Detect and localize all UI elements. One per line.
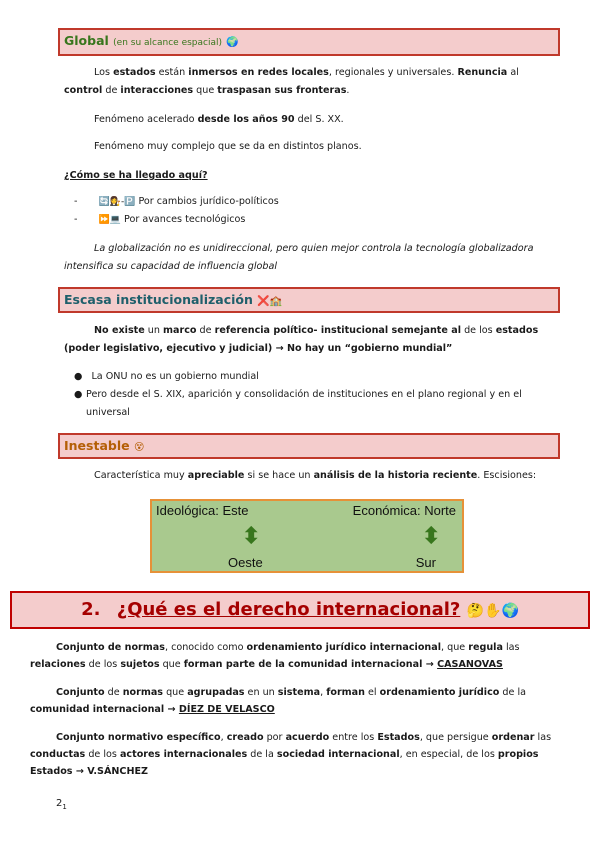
text: , que (441, 642, 469, 653)
globe-icon: 🌍 (226, 37, 239, 48)
chapter-title: ¿Qué es el derecho internacional? (116, 599, 461, 620)
computer-icon: ⏩💻 (98, 215, 121, 225)
definition-casanovas (30, 639, 560, 673)
bullet-dot: ● (74, 389, 83, 400)
section-title: Global (64, 33, 109, 48)
text: , (320, 687, 327, 698)
text: , que persigue (419, 732, 492, 743)
text: las (534, 732, 552, 743)
text-bold: No existe (94, 325, 145, 336)
text: . Escisiones: (477, 470, 537, 481)
author-casanovas: CASANOVAS (437, 659, 503, 670)
text-bold: (poder legislativo, ejecutivo y judicial) → No hay un “gobierno mundial” (64, 343, 453, 354)
text: de la (247, 749, 277, 760)
section-header-inestable (58, 433, 560, 459)
text-bold: relaciones (30, 659, 86, 670)
chapter-number: 2. (81, 599, 101, 620)
definition-v-sanchez (30, 729, 560, 780)
text-bold: sociedad internacional (276, 749, 400, 760)
text-bold: forman parte de la comunidad internacional → (183, 659, 438, 670)
list-item (74, 211, 544, 229)
page-number-main: 2 (56, 798, 63, 809)
text: , regionales y universales. (328, 67, 458, 78)
law-icon: 🔄👩‍⚖️-🅿️ (98, 197, 136, 207)
chapter-header-derecho-internacional (10, 591, 590, 629)
text-bold: Conjunto (56, 687, 105, 698)
paragraph-institucionalizacion (64, 322, 558, 358)
text: de (104, 687, 123, 698)
text-bold: regula (468, 642, 503, 653)
text-bold: Conjunto normativo específico (56, 732, 221, 743)
text: están (155, 67, 189, 78)
dash: - (74, 214, 78, 225)
bullet-text: Por avances tecnológicos (124, 214, 246, 225)
bullet-dot: ● (74, 371, 83, 382)
page-number-sub: 1 (62, 803, 67, 811)
paragraph-global-2 (94, 111, 554, 129)
text: entre los (329, 732, 378, 743)
up-down-arrow-icon: ⬍ (242, 523, 261, 548)
text-bold: acuerdo (285, 732, 330, 743)
division-label-ideological: Ideológica: Este (156, 503, 249, 518)
paragraph-global-3: Fenómeno muy complejo que se da en distintos planos. (94, 141, 362, 152)
text: Los (94, 67, 114, 78)
text: que (193, 85, 218, 96)
text: de los (85, 749, 120, 760)
text-bold: estados (113, 67, 156, 78)
question-text: ¿Cómo se ha llegado aquí? (64, 170, 208, 181)
text-bold: apreciable (187, 470, 245, 481)
section-header-institucionalizacion (58, 287, 560, 313)
text: Característica muy (94, 470, 188, 481)
text-bold: análisis de la historia reciente (313, 470, 478, 481)
paragraph-global-1 (64, 64, 554, 100)
text: por (263, 732, 286, 743)
text-bold: referencia político- institucional semejante al (214, 325, 462, 336)
text: de (102, 85, 121, 96)
list-item (74, 368, 554, 386)
text: de (196, 325, 215, 336)
text-bold: interacciones (120, 85, 194, 96)
section-header-global (58, 28, 560, 56)
text: las (502, 642, 520, 653)
text-bold: ordenar (491, 732, 535, 743)
author-diez-de-velasco: DÍEZ DE VELASCO (178, 704, 275, 715)
thinking-hand-globe-icon: 🤔✋🌍 (466, 603, 519, 619)
list-item (74, 386, 554, 422)
bullet-text: La ONU no es un gobierno mundial (91, 371, 259, 382)
text-bold: desde los años 90 (197, 114, 295, 125)
up-down-arrow-icon: ⬍ (422, 523, 441, 548)
question-heading (64, 167, 208, 185)
dash: - (74, 196, 78, 207)
text: el (364, 687, 380, 698)
text: de los (85, 659, 121, 670)
division-label-economic: Económica: Norte (352, 503, 456, 518)
text-bold: normas (122, 687, 164, 698)
text: , (220, 732, 227, 743)
author-v-sanchez: Estados → V.SÁNCHEZ (30, 766, 148, 777)
text-bold: comunidad internacional → (30, 704, 179, 715)
text-bold: forman (326, 687, 365, 698)
text-bold: sistema (277, 687, 321, 698)
division-label-west: Oeste (228, 555, 263, 570)
paragraph-inestable (94, 467, 554, 485)
text: , conocido como (164, 642, 247, 653)
text-bold: creado (226, 732, 264, 743)
bullet-text: Por cambios jurídico-políticos (138, 196, 279, 207)
text-bold: traspasan sus fronteras (217, 85, 347, 96)
text: un (144, 325, 164, 336)
text-bold: Estados (377, 732, 420, 743)
text-bold: actores internacionales (119, 749, 248, 760)
section-subtitle: (en su alcance espacial) (113, 38, 222, 48)
text: al (507, 67, 519, 78)
text: , en especial, de los (399, 749, 498, 760)
text: de la (499, 687, 527, 698)
page-number (56, 798, 67, 811)
dizzy-face-icon: 😵 (133, 442, 145, 453)
text: del S. XX. (294, 114, 344, 125)
text: Fenómeno acelerado (94, 114, 198, 125)
text-bold: sujetos (120, 659, 160, 670)
cross-icon: ❌🏫 (257, 296, 283, 307)
quote-paragraph: La globalización no es unidireccional, pero quien mejor controla la tecnología globalizadora intensifica su capacidad de influencia global (64, 243, 534, 272)
text-bold: ordenamiento jurídico (379, 687, 500, 698)
text: de los (461, 325, 496, 336)
text: . (346, 85, 350, 96)
text-bold: inmersos en redes locales (188, 67, 329, 78)
text-bold: marco (163, 325, 197, 336)
text-bold: agrupadas (187, 687, 245, 698)
text: en un (244, 687, 278, 698)
text-bold: Renuncia (457, 67, 508, 78)
section-title: Escasa institucionalización (64, 292, 253, 307)
text-bold: ordenamiento jurídico internacional (246, 642, 442, 653)
text: que (163, 687, 188, 698)
definition-diez-de-velasco (30, 684, 560, 718)
text: si se hace un (244, 470, 314, 481)
section-title: Inestable (64, 438, 130, 453)
list-item (74, 193, 544, 211)
text-bold: propios (497, 749, 539, 760)
division-label-south: Sur (415, 555, 436, 570)
text-bold: estados (495, 325, 539, 336)
text-bold: Conjunto de normas (56, 642, 165, 653)
divisions-box (150, 499, 464, 573)
text-bold: conductas (30, 749, 86, 760)
text-bold: control (64, 85, 103, 96)
bullet-text: Pero desde el S. XIX, aparición y consolidación de instituciones en el plano regional y en el universal (86, 389, 522, 418)
text: que (159, 659, 184, 670)
